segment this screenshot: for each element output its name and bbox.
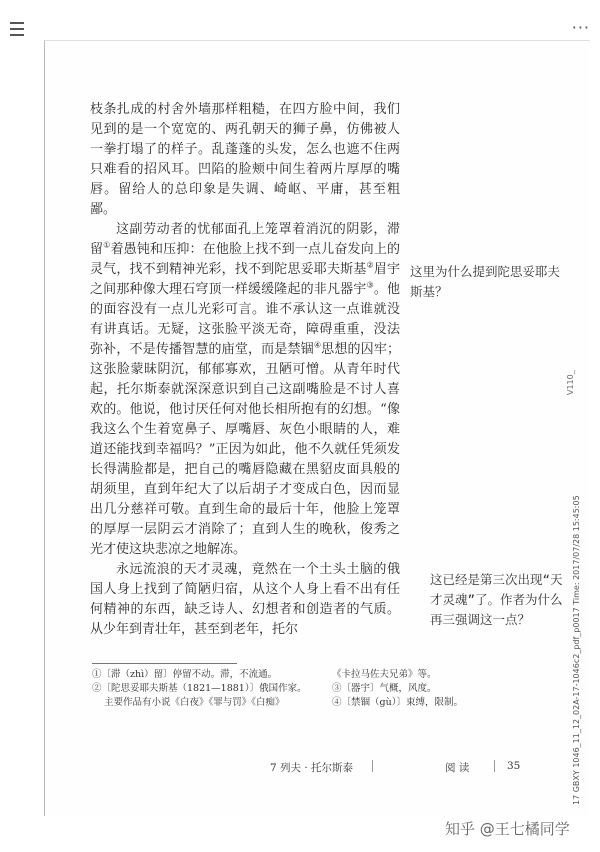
paragraph-2: 这副劳动者的忧郁面孔上笼罩着消沉的阴影，滞留①着愚钝和压抑：在他脸上找不到一点儿奋发向上的灵气，找不到精神光彩，找不到陀思妥耶夫斯基②眉宇之间那种像大理石穹顶一样缓缓隆起的非凡器宇③。他的面容没有一点儿光彩可言。谁不承认这一点谁就没有讲真话。无疑，这张脸平淡无奇，障碍重重，没法弥补，不是传播智慧的庙堂，而是禁锢④思想的囚牢；这张脸蒙昧阴沉，郁郁寡欢，丑陋可憎。从青年时代起，托尔斯泰就深深意识到自己这副嘴脸是不讨人喜欢的。他说，他讨厌任何对他长相所抱有的幻想。“像我这么个生着宽鼻子、厚嘴唇、灰色小眼睛的人，难道还能找到幸福吗？”正因为如此，他不久就任凭须发长得满脸都是，把自己的嘴唇隐藏在黑貂皮面具般的胡须里，直到年纪大了以后胡子才变成白色，因而显出几分慈祥可敬。直到生命的最后十年，他脸上笼罩的厚厚一层阴云才消除了；直到人生的晚秋，俊秀之光才使这块悲凉之地解冻。 <box>90 222 400 557</box>
footer-section: 阅 读 <box>445 762 470 774</box>
paragraph-1: 枝条扎成的村舍外墙那样粗糙，在四方脸中间，我们见到的是一个宽宽的、两孔朝天的狮子鼻，仿佛被人一拳打塌了的样子。乱蓬蓬的头发，怎么也遮不住两只难看的招风耳。凹陷的脸颊中间生着两片厚厚的嘴唇。留给人的总印象是失调、崎岖、平庸，甚至粗鄙。 <box>90 102 400 217</box>
side-note-1: 这里为什么提到陀思妥耶夫斯基？ <box>410 264 561 299</box>
body-text <box>90 100 400 640</box>
footnote-2: ②〔陀思妥耶夫斯基（1821—1881）〕俄国作家。 <box>92 683 307 694</box>
watermark: 知乎 @王七橘同学 <box>445 820 570 838</box>
paragraph-3: 永远流浪的天才灵魂，竟然在一个土头土脑的俄国人身上找到了简陋归宿，从这个人身上看不出有任何精神的东西，缺乏诗人、幻想者和创造者的气质。从少年到青壮年，甚至到老年，托尔 <box>90 562 400 637</box>
footnote-3: ③〔器宇〕气概，风度。 <box>332 683 437 694</box>
footnote-2-continued-2: 《卡拉马佐夫兄弟》等。 <box>332 669 437 680</box>
footnote-4: ④〔禁锢（gù）〕束缚，限制。 <box>332 697 463 708</box>
page-number: 35 <box>507 760 521 772</box>
footnote-1: ①〔滞（zhì）留〕停留不动。滞，不流通。 <box>92 669 278 680</box>
print-metadata: 17 GBXY 1046_11_12_02A-17-1046c2_pdf_p0017 Time: 2017/07/28 15:45:05 <box>572 495 581 805</box>
menu-icon[interactable] <box>10 22 24 36</box>
footer-chapter: 7 列夫 · 托尔斯泰 <box>270 762 354 774</box>
footer-divider <box>372 760 373 772</box>
side-code: V110_ <box>566 370 575 395</box>
side-note-2: 这已经是第三次出现“天才灵魂”了。作者为什么再三强调这一点？ <box>430 572 563 627</box>
footnote-2-continued: 主要作品有小说《白夜》《罪与罚》《白痴》 <box>104 697 285 708</box>
more-icon[interactable]: ··· <box>571 18 590 37</box>
footnote-divider <box>92 663 237 664</box>
footer-divider <box>494 760 495 772</box>
